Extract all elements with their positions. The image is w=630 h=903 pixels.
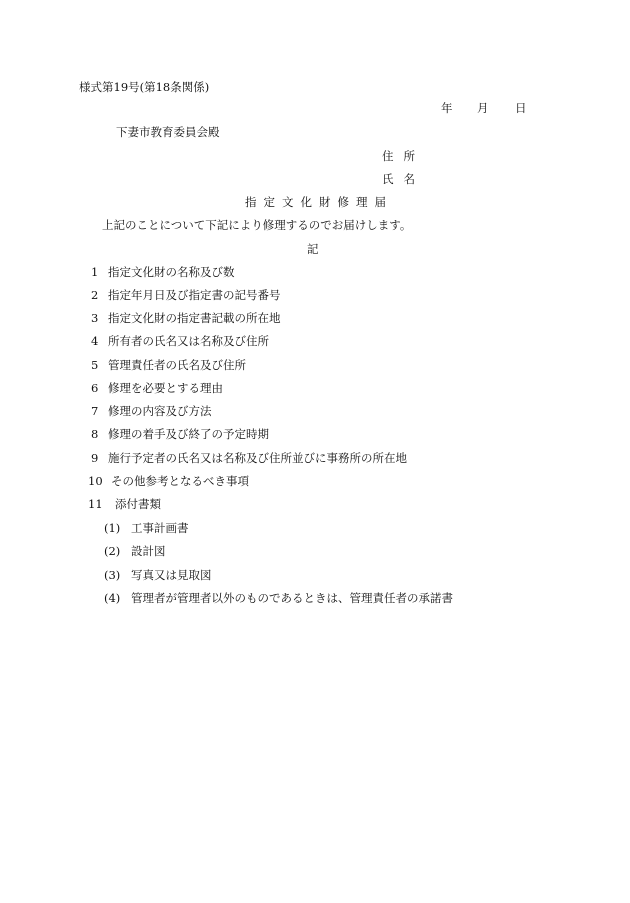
applicant-name — [382, 172, 425, 186]
date-line — [441, 101, 527, 115]
applicant-address — [382, 149, 425, 163]
attachment-text: 管理者が管理者以外のものであるときは、管理責任者の承諾書 — [131, 591, 453, 605]
item-text: 修理を必要とする理由 — [108, 381, 223, 395]
document-title: 指定文化財修理届 — [245, 195, 393, 209]
item-number: 5 — [91, 358, 99, 372]
item-text: 所有者の氏名又は名称及び住所 — [108, 334, 269, 348]
address-label: 住所 — [382, 149, 425, 163]
attachment-text: 設計図 — [131, 544, 166, 558]
item-number: 11 — [88, 497, 103, 511]
item-text: その他参考となるべき事項 — [111, 474, 249, 488]
form-number: 様式第19号(第18条関係) — [79, 80, 210, 94]
attachment-number: (2) — [104, 544, 121, 558]
date-day-label: 日 — [515, 101, 527, 115]
item-number: 4 — [91, 334, 99, 348]
intro-text: 上記のことについて下記により修理するのでお届けします。 — [102, 218, 412, 232]
name-label: 氏名 — [382, 172, 425, 186]
item-text: 管理責任者の氏名及び住所 — [108, 358, 246, 372]
ki-heading: 記 — [307, 242, 319, 256]
item-text: 修理の着手及び終了の予定時期 — [108, 427, 269, 441]
item-number: 1 — [91, 265, 99, 279]
item-text: 指定年月日及び指定書の記号番号 — [108, 288, 281, 302]
attachment-number: (3) — [104, 568, 121, 582]
item-number: 7 — [91, 404, 99, 418]
item-text: 指定文化財の名称及び数 — [108, 265, 235, 279]
item-number: 8 — [91, 427, 99, 441]
item-number: 2 — [91, 288, 99, 302]
item-number: 6 — [91, 381, 99, 395]
date-month-label: 月 — [477, 101, 489, 115]
attachment-number: (1) — [104, 521, 121, 535]
item-number: 3 — [91, 311, 99, 325]
item-number: 10 — [88, 474, 103, 488]
attachment-text: 写真又は見取図 — [131, 568, 212, 582]
item-text: 指定文化財の指定書記載の所在地 — [108, 311, 281, 325]
item-text: 修理の内容及び方法 — [108, 404, 212, 418]
attachment-text: 工事計画書 — [131, 521, 189, 535]
item-number: 9 — [91, 451, 99, 465]
recipient: 下妻市教育委員会殿 — [116, 125, 220, 139]
attachment-number: (4) — [104, 591, 121, 605]
item-text: 施行予定者の氏名又は名称及び住所並びに事務所の所在地 — [108, 451, 407, 465]
item-text: 添付書類 — [115, 497, 161, 511]
date-year-label: 年 — [441, 101, 453, 115]
